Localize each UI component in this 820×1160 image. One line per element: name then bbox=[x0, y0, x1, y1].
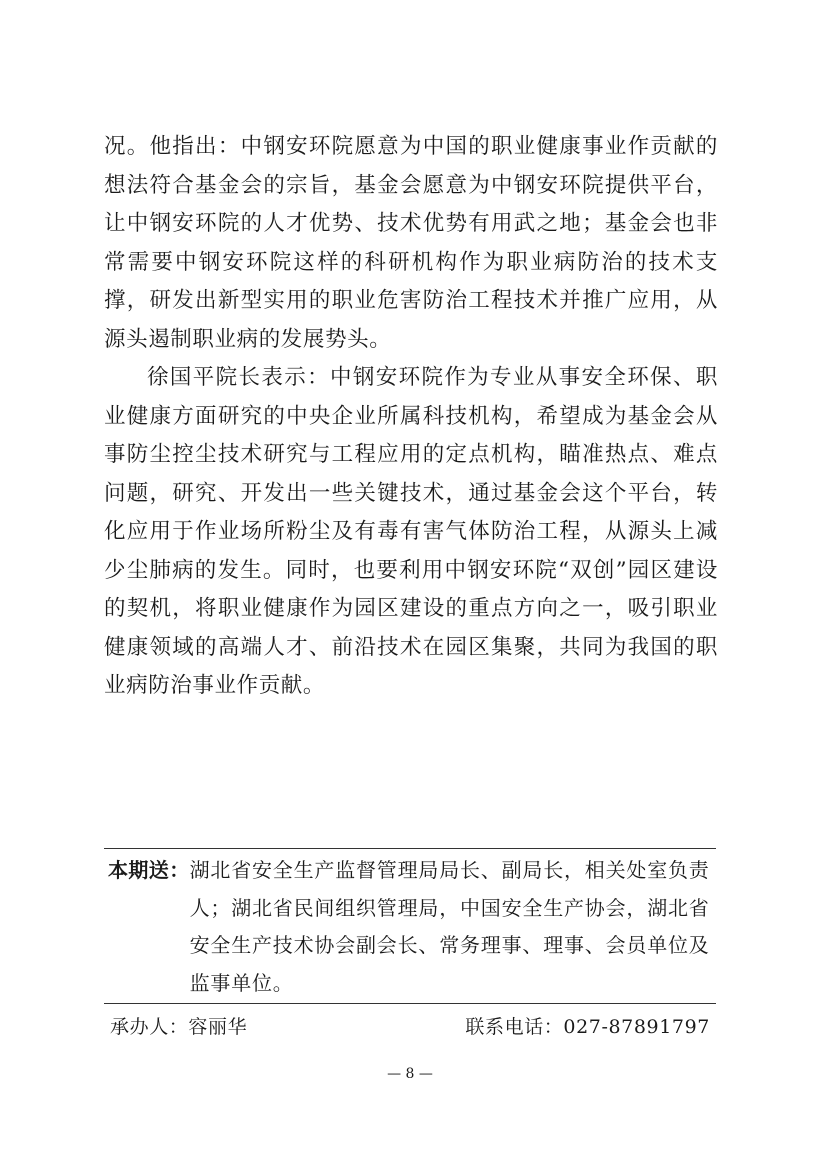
page-number: — 8 — bbox=[387, 1066, 433, 1082]
distribution-top-rule bbox=[104, 848, 716, 849]
paragraph-continuation: 况。他指出：中钢安环院愿意为中国的职业健康事业作贡献的想法符合基金会的宗旨，基金会愿意为中钢安环院提供平台，让中钢安环院的人才优势、技术优势有用武之地；基金会也非常需要中钢安环院这样的科研机构作为职业病防治的技术支撑，研发出新型实用的职业危害防治工程技术并推广应用，从源头遏制职业病的发展势头。 bbox=[104, 134, 718, 352]
handler-name: 承办人：容丽华 bbox=[110, 1016, 248, 1038]
footer-row bbox=[110, 1012, 710, 1042]
paragraph-director-statement: 徐国平院长表示：中钢安环院作为专业从事安全环保、职业健康方面研究的中央企业所属科技机构，希望成为基金会从事防尘控尘技术研究与工程应用的定点机构，瞄准热点、难点问题，研究、开发出一些关键技术，通过基金会这个平台，转化应用于作业场所粉尘及有毒有害气体防治工程，从源头上减少尘肺病的发生。同时，也要利用中钢安环院“双创”园区建设的契机，将职业健康作为园区建设的重点方向之一，吸引职业健康领域的高端人才、前沿技术在园区集聚，共同为我国的职业病防治事业作贡献。 bbox=[104, 365, 718, 698]
distribution-recipients: 湖北省安全生产监督管理局局长、副局长，相关处室负责人；湖北省民间组织管理局，中国安全生产协会，湖北省安全生产技术协会副会长、常务理事、理事、会员单位及监事单位。 bbox=[189, 858, 710, 995]
contact-phone: 联系电话：027-87891797 bbox=[465, 1016, 710, 1038]
distribution-bottom-rule bbox=[104, 1003, 716, 1004]
distribution-block bbox=[108, 852, 718, 1002]
distribution-label: 本期送： bbox=[108, 858, 190, 882]
body-text bbox=[104, 128, 718, 706]
